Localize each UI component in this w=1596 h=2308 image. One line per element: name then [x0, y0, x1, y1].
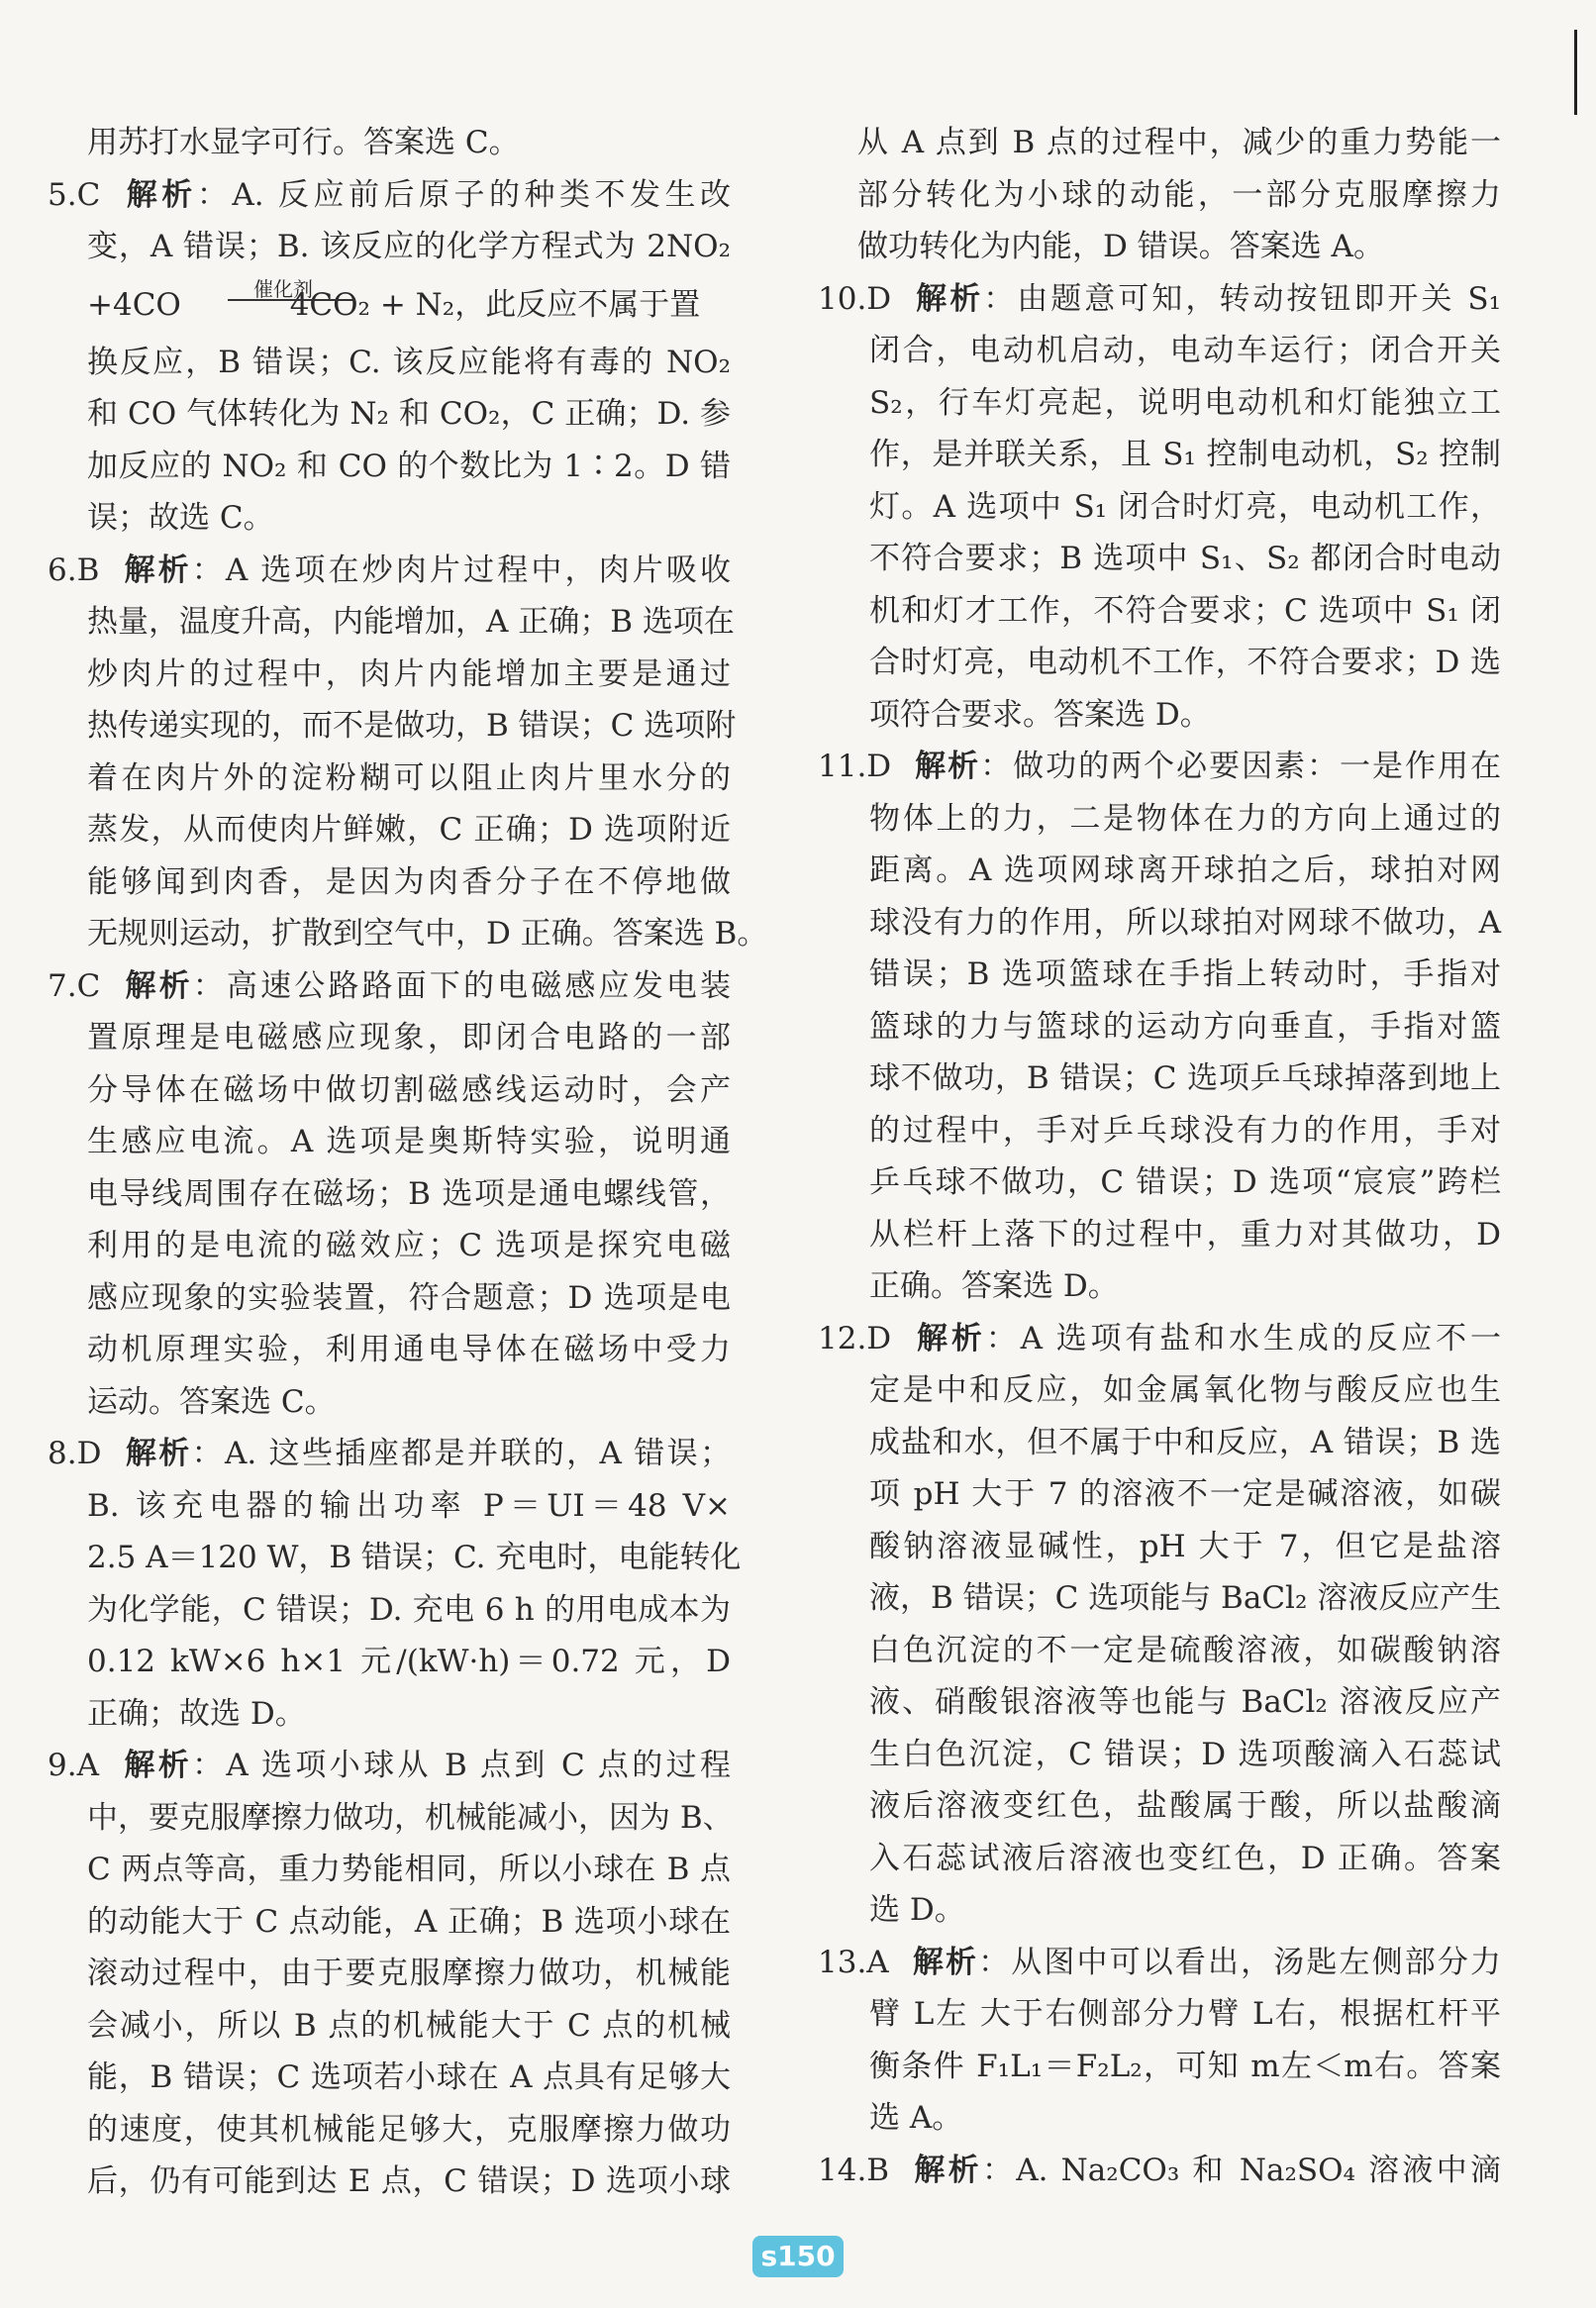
answer-number: 5.C	[48, 176, 101, 213]
analysis-label: 解析	[121, 552, 192, 588]
analysis-label: 解析	[913, 1320, 986, 1356]
analysis-label: 解析	[913, 280, 984, 317]
answer-number: 12.D	[818, 1320, 892, 1356]
reaction-arrow	[228, 299, 354, 301]
answer-5: 5.C 解析：A. 反应前后原子的种类不发生改 变，A 错误；B. 该反应的化学方程式为 2NO₂ +4CO 催化剂 4CO₂ + N₂，此反应不属于置 换反应，B 错误；C. 该反应能将有毒的 NO₂ 和 CO 气体转化为 N₂ 和 CO₂，C 正确；D. 参 加反应的 NO₂ 和 CO 的个数比为 1∶2。D 错 误；故选 C。	[48, 176, 732, 536]
answer-10: 10.D 解析：由题意可知，转动按钮即开关 S₁ 闭合，电动机启动，电动车运行；闭合开关 S₂，行车灯亮起，说明电动机和灯能独立工 作，是并联关系，且 S₁ 控制电动机，S₂ 控制 灯。A 选项中 S₁ 闭合时灯亮，电动机工作， 不符合要求；B 选项中 S₁、S₂ 都闭合时电动 机和灯才工作，不符合要求；C 选项中 S₁ 闭 合时灯亮，电动机不工作，不符合要求；D 选 项符合要求。答案选 D。	[818, 280, 1501, 733]
answer-number: 8.D	[48, 1436, 102, 1471]
answer-number: 7.C	[48, 967, 101, 1004]
catalyst-label: 催化剂	[253, 276, 313, 301]
answer-12: 12.D 解析：A 选项有盐和水生成的反应不一 定是中和反应，如金属氧化物与酸反应也生 成盐和水，但不属于中和反应，A 错误；B 选 项 pH 大于 7 的溶液不一定是碱溶液，如碳 酸钠溶液显碱性，pH 大于 7，但它是盐溶 液，B 错误；C 选项能与 BaCl₂ 溶液反应产生 白色沉淀的不一定是硫酸溶液，如碳酸钠溶 液、硝酸银溶液等也能与 BaCl₂ 溶液反应产 生白色沉淀，C 错误；D 选项酸滴入石蕊试 液后溶液变红色，盐酸属于酸，所以盐酸滴 入石蕊试液后溶液也变红色，D 正确。答案 选 D。	[818, 1320, 1502, 1928]
page-number-badge: s150	[752, 2236, 844, 2277]
analysis-label: 解析	[122, 967, 193, 1004]
answer-9-continued: 从 A 点到 B 点的过程中，减少的重力势能一 部分转化为小球的动能，一部分克服摩擦力 做功转化为内能，D 错误。答案选 A。	[857, 125, 1501, 264]
left-cont-line: 用苏打水显字可行。答案选 C。	[87, 125, 520, 160]
analysis-label: 解析	[910, 1944, 979, 1980]
answer-number: 6.B	[48, 552, 100, 588]
analysis-label: 解析	[120, 1748, 193, 1783]
answer-number: 9.A	[48, 1748, 99, 1783]
right-column	[818, 117, 1501, 2196]
analysis-label: 解析	[911, 2152, 982, 2188]
answer-11: 11.D 解析：做功的两个必要因素：一是作用在 物体上的力，二是物体在力的方向上通过的 距离。A 选项网球离开球拍之后，球拍对网 球没有力的作用，所以球拍对网球不做功，A 错误；B 选项篮球在手指上转动时，手指对 篮球的力与篮球的运动方向垂直，手指对篮 球不做功，B 错误；C 选项乒乓球掉落到地上 的过程中，手对乒乓球没有力的作用，手对 乒乓球不做功，C 错误；D 选项“宸宸”跨栏 从栏杆上落下的过程中，重力对其做功，D 正确。答案选 D。	[818, 749, 1502, 1304]
answer-14: 14.B 解析：A. Na₂CO₃ 和 Na₂SO₄ 溶液中滴	[818, 2152, 1501, 2188]
answer-8: 8.D 解析：A. 这些插座都是并联的，A 错误； B. 该充电器的输出功率 P＝UI＝48 V× 2.5 A＝120 W，B 错误；C. 充电时，电能转化 为化学能，C 错误；D. 充电 6 h 的用电成本为 0.12 kW×6 h×1 元/(kW·h)＝0.72 元，D 正确；故选 D。	[48, 1436, 742, 1732]
margin-rule	[1574, 30, 1577, 115]
analysis-label: 解析	[123, 1436, 192, 1471]
answer-number: 10.D	[818, 280, 892, 317]
equation-line: +4CO 催化剂 4CO₂ + N₂，此反应不属于置	[87, 276, 701, 323]
answer-6: 6.B 解析：A 选项在炒肉片过程中，肉片吸收 热量，温度升高，内能增加，A 正确；B 选项在 炒肉片的过程中，肉片内能增加主要是通过 热传递实现的，而不是做功，B 错误；C 选项附 着在肉片外的淀粉糊可以阻止肉片里水分的 蒸发，从而使肉片鲜嫩，C 正确；D 选项附近 能够闻到肉香，是因为肉香分子在不停地做 无规则运动，扩散到空气中，D 正确。答案选 B。	[48, 552, 768, 952]
analysis-label: 解析	[122, 176, 197, 213]
analysis-label: 解析	[913, 749, 981, 784]
left-column	[48, 117, 768, 2208]
answer-13: 13.A 解析：从图中可以看出，汤匙左侧部分力 臂 L左 大于右侧部分力臂 L右，根据杠杆平 衡条件 F₁L₁＝F₂L₂，可知 m左＜m右。答案 选 A。	[818, 1944, 1502, 2136]
answer-number: 14.B	[818, 2152, 890, 2188]
answer-number: 13.A	[818, 1944, 889, 1980]
answer-number: 11.D	[818, 749, 892, 784]
answer-7: 7.C 解析：高速公路路面下的电磁感应发电装 置原理是电磁感应现象，即闭合电路的一部 分导体在磁场中做切割磁感线运动时，会产 生感应电流。A 选项是奥斯特实验，说明通 电导线周围存在磁场；B 选项是通电螺线管， 利用的是电流的磁效应；C 选项是探究电磁 感应现象的实验装置，符合题意；D 选项是电 动机原理实验，利用通电导体在磁场中受力 运动。答案选 C。	[48, 967, 732, 1420]
answer-9: 9.A 解析：A 选项小球从 B 点到 C 点的过程 中，要克服摩擦力做功，机械能减小，因为 B、 C 两点等高，重力势能相同，所以小球在 B 点 的动能大于 C 点动能，A 正确；B 选项小球在 滚动过程中，由于要克服摩擦力做功，机械能 会减小，所以 B 点的机械能大于 C 点的机械 能，B 错误；C 选项若小球在 A 点具有足够大 的速度，使其机械能足够大，克服摩擦力做功 后，仍有可能到达 E 点，C 错误；D 选项小球	[48, 1748, 734, 2199]
